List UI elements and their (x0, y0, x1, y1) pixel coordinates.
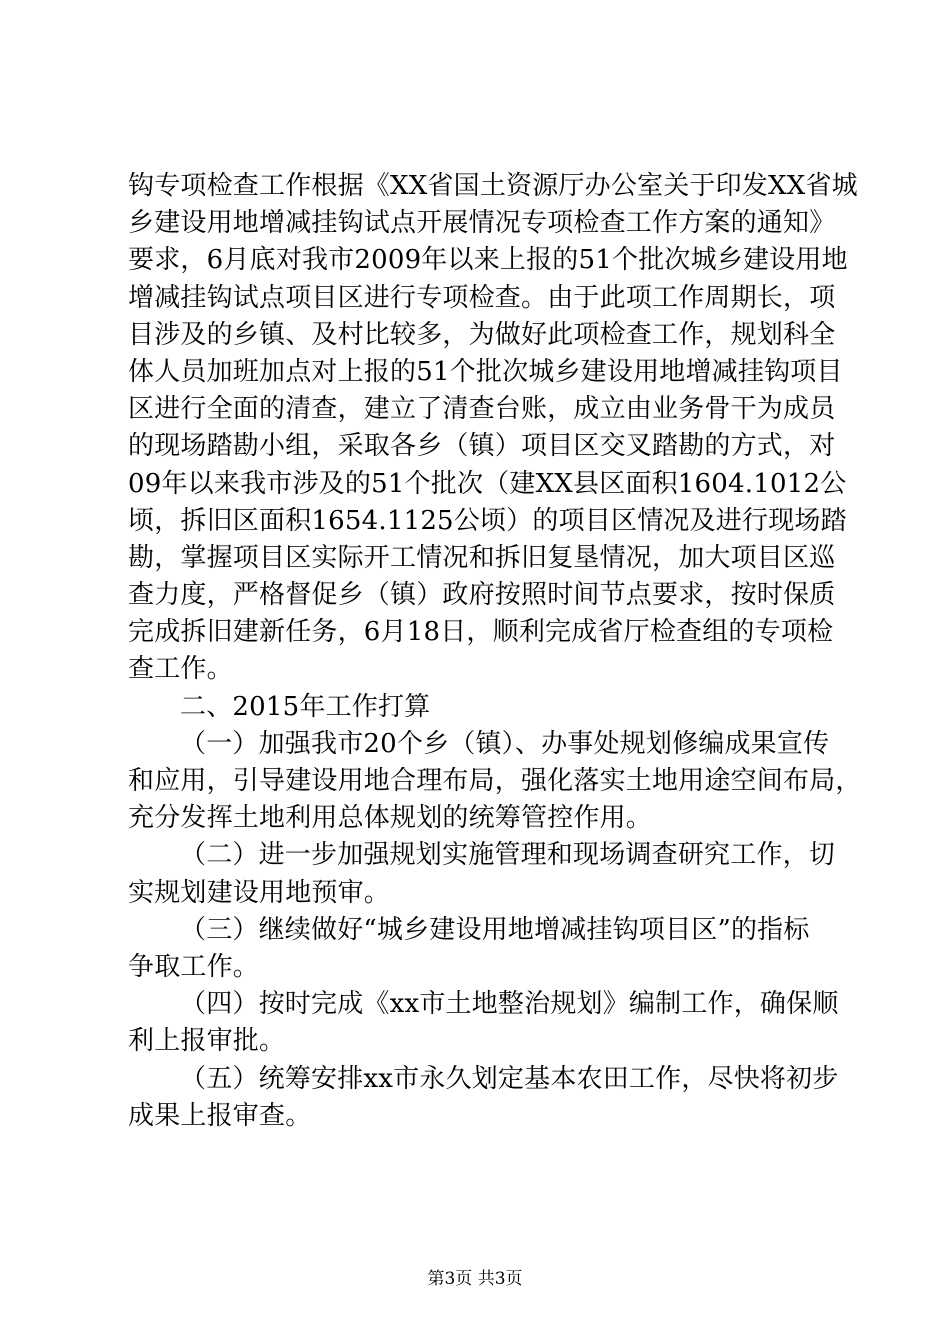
body-line: 09年以来我市涉及的51个批次（建XX县区面积1604.1012公 (128, 468, 847, 499)
body-line: 体人员加班加点对上报的51个批次城乡建设用地增减挂钩项目 (128, 356, 843, 387)
body-line: 查工作。 (128, 654, 233, 685)
body-line: （三）继续做好“城乡建设用地增减挂钩项目区”的指标 (180, 914, 810, 945)
body-line: 钩专项检查工作根据《XX省国土资源厅办公室关于印发XX省城 (128, 171, 858, 201)
body-line: （一）加强我市20个乡（镇）、办事处规划修编成果宣传 (180, 728, 830, 759)
body-line: 勘，掌握项目区实际开工情况和拆旧复垦情况，加大项目区巡 (128, 542, 836, 573)
body-line: 和应用，引导建设用地合理布局，强化落实土地用途空间布局， (128, 766, 862, 796)
body-line: 的现场踏勘小组，采取各乡（镇）项目区交叉踏勘的方式，对 (128, 431, 836, 462)
body-line: （二）进一步加强规划实施管理和现场调查研究工作，切 (180, 840, 836, 871)
body-line: 实规划建设用地预审。 (128, 877, 391, 908)
page-number: 第3页 共3页 (427, 1269, 523, 1289)
body-line: 要求，6月底对我市2009年以来上报的51个批次城乡建设用地 (128, 245, 848, 276)
body-line: 目涉及的乡镇、及村比较多，为做好此项检查工作，规划科全 (128, 319, 836, 350)
body-line: 顷，拆旧区面积1654.1125公顷）的项目区情况及进行现场踏 (128, 505, 847, 536)
document-body (128, 168, 862, 1135)
body-line: （四）按时完成《xx市土地整治规划》编制工作，确保顺 (180, 989, 839, 1020)
body-line: 查力度，严格督促乡（镇）政府按照时间节点要求，按时保质 (128, 580, 836, 611)
body-line: 区进行全面的清查，建立了清查台账，成立由业务骨干为成员 (128, 394, 836, 425)
body-line: 增减挂钩试点项目区进行专项检查。由于此项工作周期长，项 (128, 282, 836, 313)
body-line: 利上报审批。 (128, 1026, 286, 1057)
body-line: 成果上报审查。 (128, 1100, 312, 1131)
section-heading: 二、2015年工作打算 (180, 691, 431, 722)
body-line: 充分发挥土地利用总体规划的统筹管控作用。 (128, 803, 653, 834)
body-line: 争取工作。 (128, 951, 260, 982)
body-line: 乡建设用地增减挂钩试点开展情况专项检查工作方案的通知》 (128, 208, 836, 239)
body-line: （五）统筹安排xx市永久划定基本农田工作，尽快将初步 (180, 1063, 839, 1094)
body-line: 完成拆旧建新任务，6月18日，顺利完成省厅检查组的专项检 (128, 617, 834, 648)
